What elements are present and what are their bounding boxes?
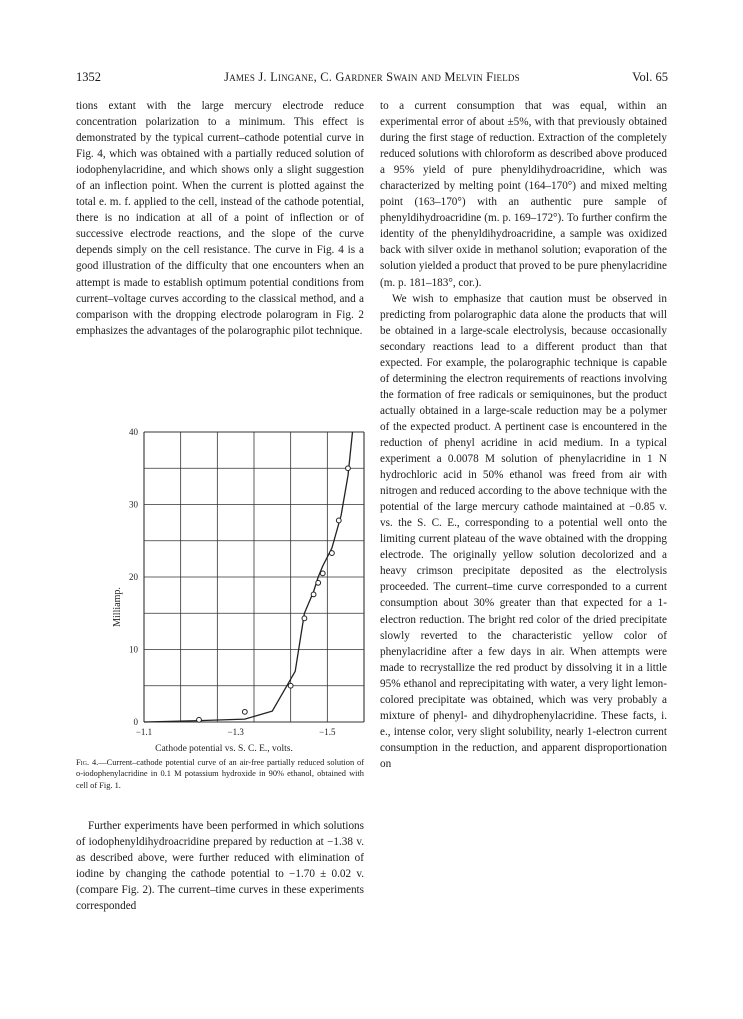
running-header <box>76 70 668 88</box>
chart-grid <box>144 432 364 722</box>
left-column-top-text <box>76 98 364 339</box>
data-point <box>330 551 335 556</box>
x-tick-label: −1.5 <box>319 727 336 737</box>
y-tick-label: 30 <box>129 499 138 510</box>
x-axis-label: Cathode potential vs. S. C. E., volts. <box>155 744 293 754</box>
data-point <box>320 571 325 576</box>
figure-caption <box>76 757 364 791</box>
x-tick-labels <box>136 727 336 737</box>
y-axis-label: Milliamp. <box>112 587 123 627</box>
paragraph: tions extant with the large mercury electrode reduce concentration polarization to a minimum. This effect is demonstrated by the typical current–cathode potential curve in Fig. 4, which was obtained with a partially reduced solution of iodophenylacridine, and which shows only a slight suggestion of an inflection point. When the current is plotted against the total e. m. f. applied to the cell, instead of the cathode potential, there is no indication at all of a point of inflection or of successive electrode reactions, and the slope of the curve depends simply on the cell resistance. The curve in Fig. 4 is a good illustration of the difficulty that one encounters when an attempt is made to establish optimum potential conditions from current–voltage curves according to the classical method, and a comparison with the dropping electrode polarogram in Fig. 2 emphasizes the advantages of the polarographic pilot technique. <box>76 100 364 337</box>
running-authors: James J. Lingane, C. Gardner Swain and Melvin Fields <box>224 70 520 84</box>
paragraph: We wish to emphasize that caution must be observed in predicting from polarographic data alone the products that will be obtained in a large-scale electrolysis, because occasionally secondary reactions lead to a different product than that expected. For example, the polarographic technique is capable of determining the electron requirements of reactions involving the formation of free radicals or semiquinones, but the product actually obtained in a large-scale reduction may be a polymer of the expected product. A pertinent case is encountered in the reduction of phenyl acridine in acid medium. In a typical experiment a 0.0078 M solution of phenylacridine in 1 N hydrochloric acid in 50% ethanol was freed from air with nitrogen and reduced according to the above technique with the potential of the large mercury cathode maintained at −0.85 v. vs. the S. C. E., corresponding to a potential well onto the limiting current plateau of the wave obtained with the dropping electrode. The originally yellow solution decolorized and a heavy crimson precipitate deposited as the electrolysis proceeded. The current–time curve corresponded to a current consumption about 30% greater than that expected for a 1-electron reduction. The bright red color of the dried precipitate slowly reverted to the characteristic yellow color of phenylacridine after a few days in air. When attempts were made to recrystallize the red product by dissolving it in a little 95% ethanol and reprecipitating with water, a very light lemon-colored precipitate was obtained, which was very probably a mixture of phenyl- and dihydrophenylacridine. These facts, i. e., intense color, very slight solubility, nearly 1-electron current consumption in the reduction, and apparent disproportionation on <box>380 292 667 770</box>
y-tick-labels <box>129 428 139 727</box>
caption-label: Fig. 4. <box>76 758 99 767</box>
left-column-bottom-text <box>76 818 364 914</box>
data-point <box>346 466 351 471</box>
y-tick-label: 20 <box>129 572 138 582</box>
data-point <box>242 709 247 714</box>
paragraph: to a current consumption that was equal, within an experimental error of about ±5%, with that previously obtained during the first stage of reduction. Extraction of the completely reduced solutions with chloroform as described above produced a 95% yield of pure phenyldihydroacridine, which was characterized by melting point (164–170°) and mixed melting point (163–170°) with an authentic pure sample of phenyldihydroacridine (m. p. 169–172°). To further confirm the identity of the phenyldihydroacridine, a sample was oxidized back with silver oxide in methanol solution; evaporation of the solution yielded a product that proved to be pure phenylacridine (m. p. 181–183°, cor.). <box>380 100 667 289</box>
y-tick-label: 40 <box>129 428 138 437</box>
data-point <box>311 592 316 597</box>
x-tick-label: −1.1 <box>135 727 153 737</box>
data-point <box>302 616 307 621</box>
caption-text: —Current–cathode potential curve of an air-free partially reduced solution of o-iodophenylacridine in 0.1 M potassium hydroxide in 90% ethanol, obtained with cell of Fig. 1. <box>76 758 364 790</box>
x-tick-label: −1.3 <box>227 727 244 737</box>
paragraph: Further experiments have been performed in which solutions of iodophenyldihydroacridine prepared by reduction at −1.38 v. as described above, were further reduced with elimination of iodine by changing the cathode potential to −1.70 ± 0.02 v. (compare Fig. 2). The current–time curves in these experiments corresponded <box>76 820 364 913</box>
volume-number: Vol. 65 <box>632 70 668 84</box>
page-number: 1352 <box>76 70 101 84</box>
data-point <box>316 580 321 585</box>
figure-4-chart <box>76 428 366 758</box>
data-point <box>197 717 202 722</box>
data-point <box>336 518 341 523</box>
right-column-text <box>380 98 667 772</box>
y-tick-label: 0 <box>133 717 138 727</box>
y-tick-label: 10 <box>129 644 138 655</box>
data-point <box>288 683 293 688</box>
